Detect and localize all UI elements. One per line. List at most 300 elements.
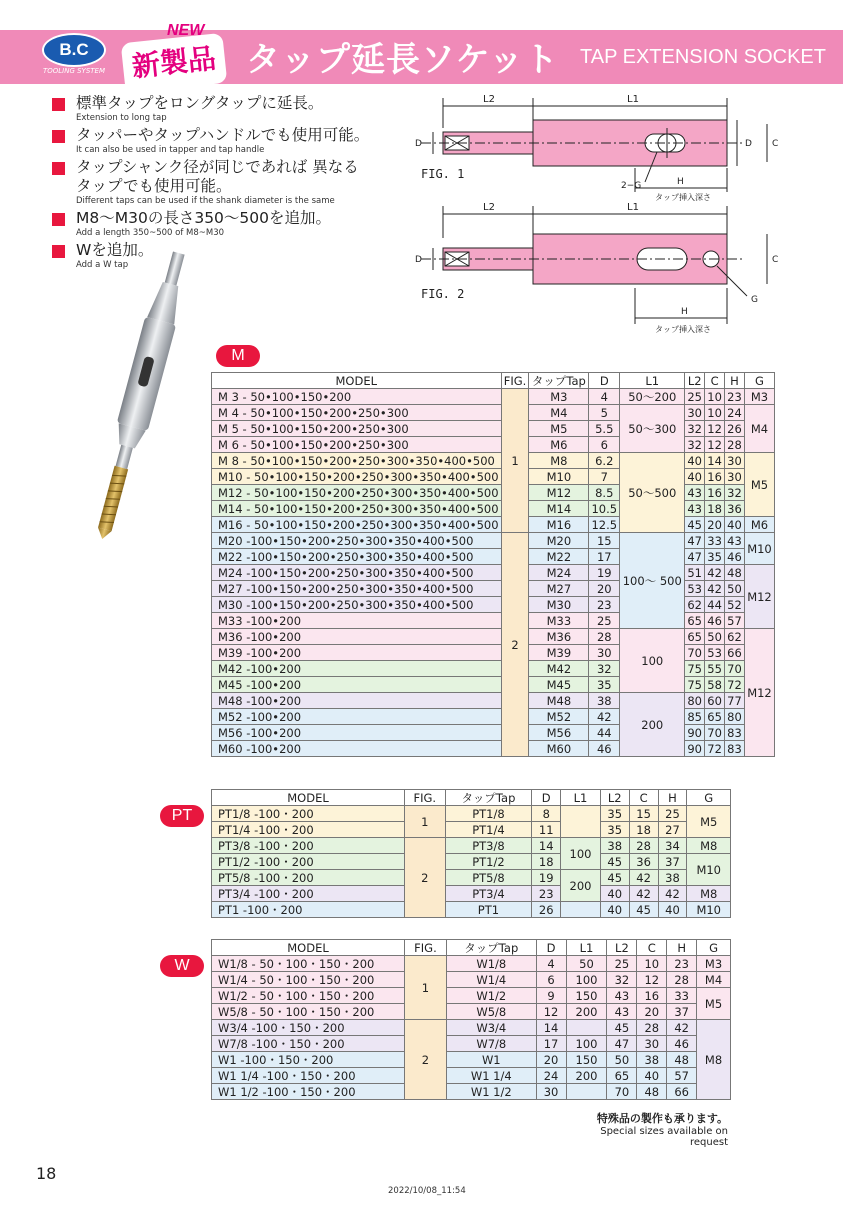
- cell-tap: M33: [529, 613, 589, 629]
- column-header: MODEL: [212, 790, 405, 806]
- table-row: [212, 725, 775, 741]
- cell-h: 40: [658, 902, 687, 918]
- table-row: [212, 886, 731, 902]
- cell-h: 37: [658, 854, 687, 870]
- cell-fig: 2: [405, 1020, 447, 1100]
- cell-l1: 100〜 500: [620, 533, 685, 629]
- cell-tap: W1/2: [446, 988, 536, 1004]
- cell-h: 36: [725, 501, 745, 517]
- cell-c: 12: [637, 972, 667, 988]
- cell-l2: 40: [685, 469, 705, 485]
- table-row: [212, 972, 731, 988]
- cell-c: 44: [705, 597, 725, 613]
- cell-h: 66: [725, 645, 745, 661]
- cell-c: 18: [629, 822, 658, 838]
- column-header: L1: [561, 790, 601, 806]
- cell-c: 65: [705, 709, 725, 725]
- feature-en: Add a length 350~500 of M8~M30: [76, 228, 225, 238]
- cell-l2: 43: [685, 501, 705, 517]
- column-header: FIG.: [501, 373, 529, 389]
- cell-c: 15: [629, 806, 658, 822]
- cell-h: 57: [667, 1068, 697, 1084]
- cell-h: 27: [658, 822, 687, 838]
- cell-tap: M16: [529, 517, 589, 533]
- cell-d: 44: [589, 725, 620, 741]
- feature-item: [52, 158, 382, 207]
- table-row: [212, 1068, 731, 1084]
- spec-table-w: [211, 939, 731, 1100]
- table-row: [212, 838, 731, 854]
- cell-model: M22 -100•150•200•250•300•350•400•500: [212, 549, 502, 565]
- cell-h: 42: [667, 1020, 697, 1036]
- cell-tap: M42: [529, 661, 589, 677]
- cell-c: 33: [705, 533, 725, 549]
- column-header: D: [536, 940, 566, 956]
- page-title-en: TAP EXTENSION SOCKET: [580, 46, 826, 68]
- cell-l1: [561, 902, 601, 918]
- cell-c: 38: [637, 1052, 667, 1068]
- cell-h: 77: [725, 693, 745, 709]
- cell-l2: 43: [607, 988, 637, 1004]
- cell-h: 50: [725, 581, 745, 597]
- cell-l2: 53: [685, 581, 705, 597]
- table-row: [212, 485, 775, 501]
- cell-h: 28: [725, 437, 745, 453]
- column-header: H: [725, 373, 745, 389]
- cell-h: 37: [667, 1004, 697, 1020]
- cell-l2: 40: [600, 902, 629, 918]
- cell-c: 16: [705, 485, 725, 501]
- cell-l1: 100: [566, 972, 607, 988]
- cell-c: 14: [705, 453, 725, 469]
- cell-model: M27 -100•150•200•250•300•350•400•500: [212, 581, 502, 597]
- feature-item: [52, 94, 382, 124]
- fig2-h-label: H: [681, 307, 688, 317]
- cell-tap: M22: [529, 549, 589, 565]
- cell-tap: M10: [529, 469, 589, 485]
- cell-c: 30: [637, 1036, 667, 1052]
- cell-model: W1 1/2 -100・150・200: [212, 1084, 405, 1100]
- cell-d: 14: [532, 838, 561, 854]
- table-row: [212, 389, 775, 405]
- fig1-label: FIG. 1: [421, 167, 465, 181]
- cell-tap: W7/8: [446, 1036, 536, 1052]
- cell-h: 38: [658, 870, 687, 886]
- logo-subtitle: TOOLING SYSTEM: [42, 67, 106, 75]
- cell-tap: M4: [529, 405, 589, 421]
- cell-c: 50: [705, 629, 725, 645]
- feature-en: Extension to long tap: [76, 113, 167, 123]
- cell-tap: M20: [529, 533, 589, 549]
- cell-d: 19: [532, 870, 561, 886]
- cell-d: 12: [536, 1004, 566, 1020]
- cell-model: M39 -100•200: [212, 645, 502, 661]
- cell-l1: 50: [566, 956, 607, 972]
- cell-l2: 47: [685, 533, 705, 549]
- cell-h: 30: [725, 453, 745, 469]
- cell-c: 42: [705, 565, 725, 581]
- cell-fig: 2: [405, 838, 446, 918]
- cell-c: 20: [705, 517, 725, 533]
- column-header: L2: [685, 373, 705, 389]
- bullet-icon: [52, 162, 65, 175]
- cell-d: 12.5: [589, 517, 620, 533]
- cell-l1: 200: [566, 1004, 607, 1020]
- cell-model: M36 -100•200: [212, 629, 502, 645]
- cell-h: 48: [725, 565, 745, 581]
- table-row: [212, 517, 775, 533]
- fig1-depth-label: タップ挿入深さ: [655, 193, 711, 202]
- cell-l2: 47: [607, 1036, 637, 1052]
- cell-c: 46: [705, 613, 725, 629]
- cell-tap: M45: [529, 677, 589, 693]
- column-header: L2: [607, 940, 637, 956]
- cell-g: M12: [744, 629, 774, 757]
- cell-d: 30: [536, 1084, 566, 1100]
- cell-h: 23: [725, 389, 745, 405]
- cell-model: M24 -100•150•200•250•300•350•400•500: [212, 565, 502, 581]
- cell-model: PT1/2 -100・200: [212, 854, 405, 870]
- cell-l1: 200: [620, 693, 685, 757]
- cell-c: 12: [705, 421, 725, 437]
- table-row: [212, 854, 731, 870]
- new-label: NEW: [167, 22, 205, 39]
- cell-l2: 45: [600, 870, 629, 886]
- fig2-label: FIG. 2: [421, 287, 465, 301]
- cell-g: M8: [687, 838, 731, 854]
- cell-l2: 51: [685, 565, 705, 581]
- cell-l2: 90: [685, 725, 705, 741]
- cell-model: M14 - 50•100•150•200•250•300•350•400•500: [212, 501, 502, 517]
- cell-l2: 65: [607, 1068, 637, 1084]
- table-row: [212, 1084, 731, 1100]
- cell-model: W7/8 -100・150・200: [212, 1036, 405, 1052]
- cell-c: 28: [637, 1020, 667, 1036]
- cell-l2: 85: [685, 709, 705, 725]
- cell-h: 33: [667, 988, 697, 1004]
- feature-item: [52, 126, 382, 156]
- cell-d: 14: [536, 1020, 566, 1036]
- column-header: タップTap: [445, 790, 532, 806]
- cell-c: 58: [705, 677, 725, 693]
- cell-l2: 45: [607, 1020, 637, 1036]
- cell-c: 16: [637, 988, 667, 1004]
- table-row: [212, 677, 775, 693]
- logo-mark: B.C: [42, 33, 106, 67]
- product-photo: [60, 248, 220, 548]
- cell-g: M10: [744, 533, 774, 565]
- cell-h: 40: [725, 517, 745, 533]
- fig1-2g-label: 2−G: [621, 181, 642, 191]
- brand-logo: [42, 33, 104, 79]
- cell-l2: 35: [600, 806, 629, 822]
- cell-h: 23: [667, 956, 697, 972]
- cell-c: 20: [637, 1004, 667, 1020]
- cell-model: M 4 - 50•100•150•200•250•300: [212, 405, 502, 421]
- cell-model: M 8 - 50•100•150•200•250•300•350•400•500: [212, 453, 502, 469]
- cell-l2: 45: [685, 517, 705, 533]
- cell-l2: 32: [685, 421, 705, 437]
- cell-d: 6: [536, 972, 566, 988]
- cell-l2: 25: [607, 956, 637, 972]
- table-row: [212, 613, 775, 629]
- special-order-en: Special sizes available on request: [600, 1126, 728, 1148]
- cell-tap: PT1: [445, 902, 532, 918]
- cell-tap: M14: [529, 501, 589, 517]
- cell-model: M20 -100•150•200•250•300•350•400•500: [212, 533, 502, 549]
- cell-l2: 80: [685, 693, 705, 709]
- cell-tap: W1: [446, 1052, 536, 1068]
- column-header: D: [589, 373, 620, 389]
- fig2-depth-label: タップ挿入深さ: [655, 325, 711, 334]
- cell-d: 17: [536, 1036, 566, 1052]
- cell-h: 72: [725, 677, 745, 693]
- cell-c: 42: [705, 581, 725, 597]
- cell-model: W1 1/4 -100・150・200: [212, 1068, 405, 1084]
- cell-g: M3: [744, 389, 774, 405]
- cell-l2: 65: [685, 629, 705, 645]
- cell-model: M60 -100•200: [212, 741, 502, 757]
- cell-d: 18: [532, 854, 561, 870]
- cell-c: 48: [637, 1084, 667, 1100]
- cell-model: M45 -100•200: [212, 677, 502, 693]
- column-header: L2: [600, 790, 629, 806]
- cell-l2: 43: [685, 485, 705, 501]
- cell-tap: M27: [529, 581, 589, 597]
- cell-l1: 50〜300: [620, 405, 685, 453]
- fig2-l2-label: L2: [483, 202, 495, 213]
- cell-d: 10.5: [589, 501, 620, 517]
- feature-en: It can also be used in tapper and tap handle: [76, 145, 265, 155]
- table-row: [212, 956, 731, 972]
- special-order-note: [586, 1110, 728, 1148]
- cell-tap: W5/8: [446, 1004, 536, 1020]
- cell-tap: PT1/4: [445, 822, 532, 838]
- new-product-label: 新製品: [121, 33, 228, 93]
- cell-tap: PT3/4: [445, 886, 532, 902]
- cell-h: 25: [658, 806, 687, 822]
- table-row: [212, 501, 775, 517]
- table-row: [212, 581, 775, 597]
- cell-d: 6: [589, 437, 620, 453]
- feature-item: [52, 209, 382, 239]
- column-header: H: [667, 940, 697, 956]
- cell-l1: 100: [566, 1036, 607, 1052]
- cell-g: M6: [744, 517, 774, 533]
- cell-model: PT1/8 -100・200: [212, 806, 405, 822]
- table-row: [212, 806, 731, 822]
- cell-model: W1/2 - 50・100・150・200: [212, 988, 405, 1004]
- fig2-c-label: C: [772, 255, 779, 265]
- cell-h: 48: [667, 1052, 697, 1068]
- spec-table-m: [211, 372, 775, 757]
- cell-model: M30 -100•150•200•250•300•350•400•500: [212, 597, 502, 613]
- cell-l2: 50: [607, 1052, 637, 1068]
- cell-tap: M3: [529, 389, 589, 405]
- fig1-drawing: [421, 98, 767, 192]
- special-order-jp: 特殊品の製作も承ります。: [596, 1112, 728, 1125]
- cell-h: 42: [658, 886, 687, 902]
- table-row: [212, 565, 775, 581]
- table-header-row: [212, 373, 775, 389]
- column-header: FIG.: [405, 940, 447, 956]
- cell-d: 6.2: [589, 453, 620, 469]
- cell-l1: 200: [561, 870, 601, 902]
- cell-model: PT3/8 -100・200: [212, 838, 405, 854]
- cell-model: W1/8 - 50・100・150・200: [212, 956, 405, 972]
- cell-model: M42 -100•200: [212, 661, 502, 677]
- cell-c: 42: [629, 870, 658, 886]
- column-header: G: [687, 790, 731, 806]
- table-row: [212, 453, 775, 469]
- page-number: 18: [36, 1164, 57, 1183]
- table-row: [212, 645, 775, 661]
- cell-d: 9: [536, 988, 566, 1004]
- cell-l2: 30: [685, 405, 705, 421]
- cell-l2: 25: [685, 389, 705, 405]
- cell-tap: W1 1/4: [446, 1068, 536, 1084]
- column-header: G: [697, 940, 731, 956]
- cell-model: M33 -100•200: [212, 613, 502, 629]
- bullet-icon: [52, 213, 65, 226]
- cell-g: M4: [697, 972, 731, 988]
- cell-c: 40: [637, 1068, 667, 1084]
- cell-tap: M30: [529, 597, 589, 613]
- cell-d: 46: [589, 741, 620, 757]
- table-row: [212, 988, 731, 1004]
- cell-tap: PT3/8: [445, 838, 532, 854]
- cell-l1: 100: [620, 629, 685, 693]
- section-tag-w: W: [160, 955, 204, 977]
- table-row: [212, 405, 775, 421]
- cell-model: M48 -100•200: [212, 693, 502, 709]
- cell-model: M52 -100•200: [212, 709, 502, 725]
- cell-c: 10: [637, 956, 667, 972]
- cell-model: W3/4 -100・150・200: [212, 1020, 405, 1036]
- cell-d: 28: [589, 629, 620, 645]
- cell-h: 83: [725, 741, 745, 757]
- cell-model: PT3/4 -100・200: [212, 886, 405, 902]
- cell-h: 32: [725, 485, 745, 501]
- cell-h: 70: [725, 661, 745, 677]
- cell-l1: 50〜500: [620, 453, 685, 533]
- feature-jp: 標準タップをロングタップに延長。: [76, 94, 324, 112]
- cell-model: PT1/4 -100・200: [212, 822, 405, 838]
- cell-h: 80: [725, 709, 745, 725]
- table-row: [212, 902, 731, 918]
- cell-h: 83: [725, 725, 745, 741]
- cell-model: M16 - 50•100•150•200•250•300•350•400•500: [212, 517, 502, 533]
- cell-h: 52: [725, 597, 745, 613]
- table-row: [212, 741, 775, 757]
- table-row: [212, 421, 775, 437]
- cell-g: M3: [697, 956, 731, 972]
- cell-tap: M39: [529, 645, 589, 661]
- cell-model: M10 - 50•100•150•200•250•300•350•400•500: [212, 469, 502, 485]
- column-header: D: [532, 790, 561, 806]
- cell-d: 32: [589, 661, 620, 677]
- cell-c: 53: [705, 645, 725, 661]
- cell-c: 16: [705, 469, 725, 485]
- cell-tap: M60: [529, 741, 589, 757]
- column-header: C: [629, 790, 658, 806]
- cell-model: M 3 - 50•100•150•200: [212, 389, 502, 405]
- cell-d: 24: [536, 1068, 566, 1084]
- cell-tap: PT5/8: [445, 870, 532, 886]
- table-row: [212, 629, 775, 645]
- cell-d: 38: [589, 693, 620, 709]
- cell-l2: 32: [685, 437, 705, 453]
- fig1-d2-label: D: [745, 139, 752, 149]
- cell-g: M10: [687, 902, 731, 918]
- fig1-l2-label: L2: [483, 94, 495, 105]
- cell-d: 8.5: [589, 485, 620, 501]
- cell-model: M 6 - 50•100•150•200•250•300: [212, 437, 502, 453]
- fig2-d-label: D: [415, 255, 422, 265]
- fig2-l1-label: L1: [627, 202, 639, 213]
- cell-g: M5: [697, 988, 731, 1020]
- column-header: タップTap: [529, 373, 589, 389]
- cell-l2: 70: [685, 645, 705, 661]
- fig1-d-label: D: [415, 139, 422, 149]
- table-header-row: [212, 790, 731, 806]
- cell-tap: M12: [529, 485, 589, 501]
- cell-c: 72: [705, 741, 725, 757]
- table-row: [212, 549, 775, 565]
- fig2-g-label: G: [751, 295, 758, 305]
- feature-jp: Wを追加。: [76, 241, 154, 259]
- table-row: [212, 870, 731, 886]
- table-row: [212, 533, 775, 549]
- cell-c: 35: [705, 549, 725, 565]
- section-tag-m: M: [216, 345, 260, 367]
- cell-g: M4: [744, 405, 774, 453]
- cell-d: 25: [589, 613, 620, 629]
- cell-d: 7: [589, 469, 620, 485]
- cell-h: 34: [658, 838, 687, 854]
- spec-table-pt: [211, 789, 731, 918]
- column-header: L1: [566, 940, 607, 956]
- cell-model: M56 -100•200: [212, 725, 502, 741]
- cell-l1: 150: [566, 988, 607, 1004]
- feature-en: Add a W tap: [76, 260, 129, 270]
- cell-l2: 75: [685, 661, 705, 677]
- column-header: H: [658, 790, 687, 806]
- cell-fig: 2: [501, 533, 529, 757]
- column-header: MODEL: [212, 373, 502, 389]
- table-row: [212, 1036, 731, 1052]
- cell-tap: M5: [529, 421, 589, 437]
- cell-l2: 43: [607, 1004, 637, 1020]
- cell-c: 45: [629, 902, 658, 918]
- fig1-h-label: H: [677, 177, 684, 187]
- cell-tap: M24: [529, 565, 589, 581]
- table-row: [212, 822, 731, 838]
- feature-jp: タップシャンク径が同じであれば 異なるタップでも使用可能。: [76, 158, 359, 195]
- cell-g: M8: [697, 1020, 731, 1100]
- cell-d: 19: [589, 565, 620, 581]
- cell-tap: M48: [529, 693, 589, 709]
- cell-tap: W1/8: [446, 956, 536, 972]
- cell-tap: W1/4: [446, 972, 536, 988]
- cell-tap: M56: [529, 725, 589, 741]
- cell-d: 23: [532, 886, 561, 902]
- table-row: [212, 661, 775, 677]
- cell-g: M5: [687, 806, 731, 838]
- cell-c: 70: [705, 725, 725, 741]
- feature-en: Different taps can be used if the shank diameter is the same: [76, 196, 335, 206]
- cell-tap: W1 1/2: [446, 1084, 536, 1100]
